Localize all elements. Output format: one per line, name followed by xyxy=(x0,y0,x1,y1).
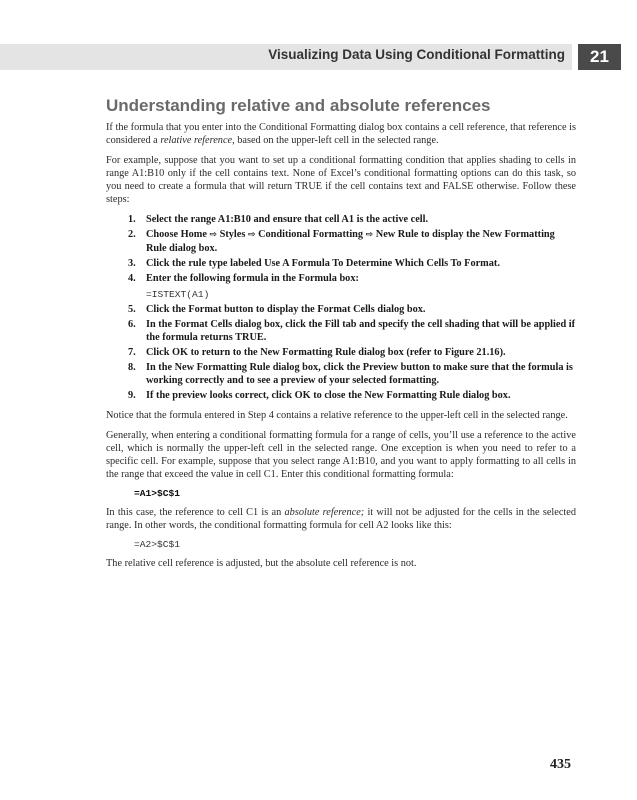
step-5: 5. Click the Format button to display the Format Cells dialog box. xyxy=(128,304,426,315)
step-8: 8. In the New Formatting Rule dialog box, click the Preview button to make sure that the formula is working correctly and to see a preview of your selected formatting. xyxy=(128,362,573,386)
step-4: 4. Enter the following formula in the Formula box: =ISTEXT(A1) xyxy=(106,272,576,301)
step-6: 6. In the Format Cells dialog box, click the Fill tab and specify the cell shading that will be applied if the formula returns TRUE. xyxy=(128,319,576,343)
step-3: 3. Click the rule type labeled Use A Formula To Determine Which Cells To Format. xyxy=(128,258,500,269)
page-content xyxy=(106,96,576,577)
menu-arrow-icon: ⇨ xyxy=(247,230,256,240)
step-2: 2. Choose Home ⇨ Styles ⇨ Conditional Formatting ⇨ New Rule to display the New Formatting Rule dialog box. xyxy=(128,229,555,254)
step-7: 7. Click OK to return to the New Formatting Rule dialog box (refer to Figure 21.16). xyxy=(128,347,506,358)
step-4-formula: =ISTEXT(A1) xyxy=(146,289,210,300)
chapter-number-box: 21 xyxy=(578,44,621,70)
menu-arrow-icon: ⇨ xyxy=(209,230,218,240)
body-paragraph-6: The relative cell reference is adjusted, but the absolute cell reference is not. xyxy=(106,558,417,569)
intro-paragraph-2: For example, suppose that you want to set up a conditional formatting condition that applies shading to cells in range A1:B10 only if the cell contains text. None of Excel’s conditional formatting options can do this task, so you need to create a formula that will return TRUE if the cell contains text and FALSE otherwise. Follow these steps: xyxy=(106,155,576,205)
absolute-reference-term: absolute reference; xyxy=(284,507,365,518)
step-9: 9. If the preview looks correct, click OK to close the New Formatting Rule dialog box. xyxy=(128,390,511,401)
body-paragraph-4: Generally, when entering a conditional formatting formula for a range of cells, you’ll use a reference to the active cell, which is normally the upper-left cell in the selected range. One exception is when you need to refer to a specific cell. For example, suppose that you select range A1:B10, and you want to apply formatting to all cells in the range that exceed the value in cell C1. Enter this conditional formatting formula: xyxy=(106,430,576,480)
relative-reference-term: relative reference xyxy=(160,135,233,146)
page-number: 435 xyxy=(550,757,571,772)
intro-paragraph-1: If the formula that you enter into the Conditional Formatting dialog box contains a cell reference, that reference is considered a relative reference, based on the upper-left cell in the selected range. xyxy=(106,122,576,146)
adjusted-formula-code: =A2>$C$1 xyxy=(134,539,181,550)
step-1: 1. Select the range A1:B10 and ensure that cell A1 is the active cell. xyxy=(128,214,429,225)
absolute-formula-code: =A1>$C$1 xyxy=(134,488,181,499)
steps-list xyxy=(106,213,576,402)
running-header-title: Visualizing Data Using Conditional Formatting xyxy=(268,47,565,62)
menu-arrow-icon: ⇨ xyxy=(365,230,374,240)
body-paragraph-3: Notice that the formula entered in Step 4 contains a relative reference to the upper-left cell in the selected range. xyxy=(106,410,568,421)
body-paragraph-5: In this case, the reference to cell C1 is an absolute reference; it will not be adjusted for the cells in the selected range. In other words, the conditional formatting formula for cell A2 looks like this: xyxy=(106,507,576,531)
section-heading: Understanding relative and absolute references xyxy=(106,96,491,115)
